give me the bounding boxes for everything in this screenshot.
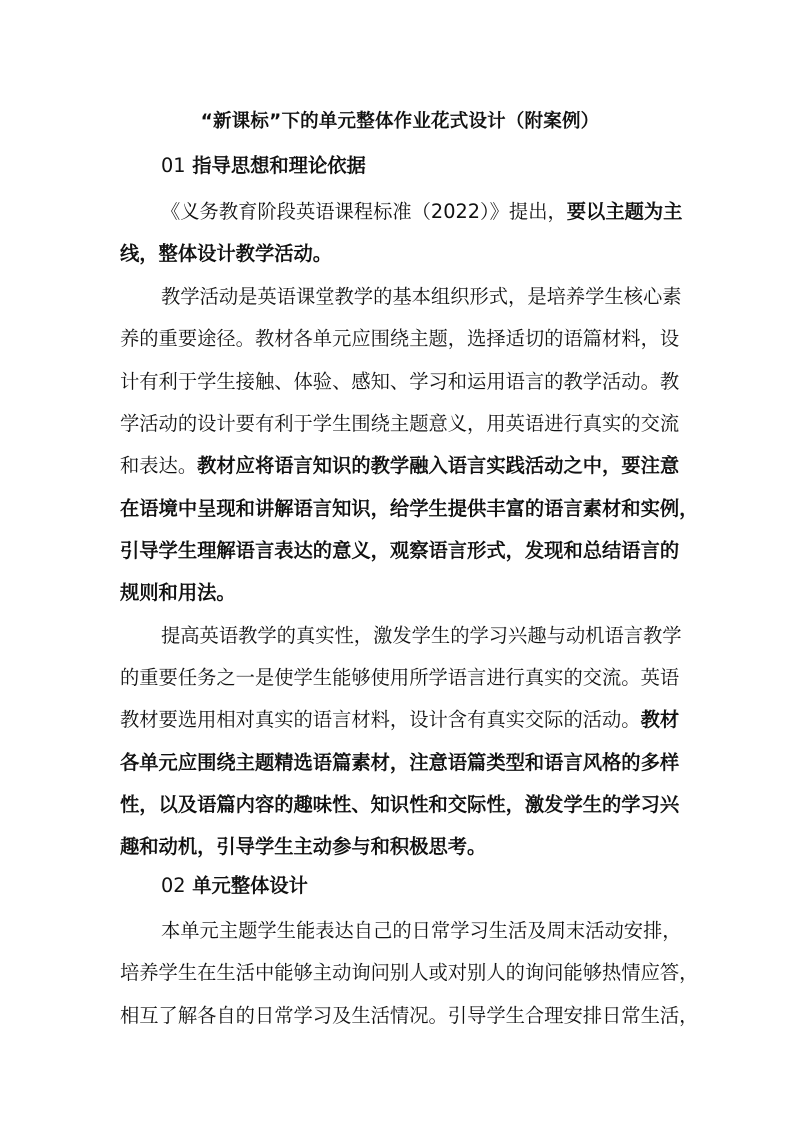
paragraph-line [161,199,682,225]
paragraph-line: 计有利于学生接触、体验、感知、学习和运用语言的教学活动。教 [120,370,680,393]
paragraph-line: 相互了解各自的日常学习及生活情况。引导学生合理安排日常生活， [120,1004,699,1027]
document-title: “新课标”下的单元整体作业花式设计（附案例） [200,111,600,132]
paragraph-line: 提高英语教学的真实性，激发学生的学习兴趣与动机语言教学 [161,624,682,647]
bold-text-run: 教材应将语言知识的教学融入语言实践活动之中，要注意 [197,454,680,477]
section-number: 02 [161,874,186,897]
text-run: 《义务教育阶段英语课程标准（2022）》提出， [161,200,567,223]
section-heading-01 [161,153,366,179]
bold-text-run: 教材 [640,708,680,731]
section-title: 单元整体设计 [192,874,308,897]
paragraph-line: 本单元主题学生能表达自己的日常学习生活及周末活动安排， [161,919,682,942]
paragraph-line: 教学活动是英语课堂教学的基本组织形式，是培养学生核心素 [161,285,682,308]
paragraph-line: 培养学生在生活中能够主动询问别人或对别人的询问能够热情应答， [120,961,699,984]
paragraph-line: 学活动的设计要有利于学生围绕主题意义，用英语进行真实的交流 [120,412,680,435]
paragraph-line [120,707,679,733]
paragraph-line: 养的重要途径。教材各单元应围绕主题，选择适切的语篇材料，设 [120,327,680,350]
paragraph-line: 规则和用法。 [120,581,236,604]
section-heading-02 [161,873,308,899]
paragraph-line: 在语境中呈现和讲解语言知识，给学生提供丰富的语言素材和实例， [120,497,699,520]
paragraph-line [120,453,679,479]
bold-text-run: 要以主题为主 [566,200,683,223]
section-title: 指导思想和理论依据 [192,154,366,177]
paragraph-line: 各单元应围绕主题精选语篇素材，注意语篇类型和语言风格的多样 [120,751,680,774]
text-run: 和表达。 [120,454,198,477]
paragraph-line: 性，以及语篇内容的趣味性、知识性和交际性，激发学生的学习兴 [120,793,680,816]
paragraph-line: 线，整体设计教学活动。 [120,242,333,265]
paragraph-line: 的重要任务之一是使学生能够使用所学语言进行真实的交流。英语 [120,666,680,689]
paragraph-line: 趣和动机，引导学生主动参与和积极思考。 [120,835,487,858]
paragraph-line: 引导学生理解语言表达的意义，观察语言形式，发现和总结语言的 [120,539,680,562]
text-run: 教材要选用相对真实的语言材料，设计含有真实交际的活动。 [120,708,641,731]
section-number: 01 [161,154,186,177]
